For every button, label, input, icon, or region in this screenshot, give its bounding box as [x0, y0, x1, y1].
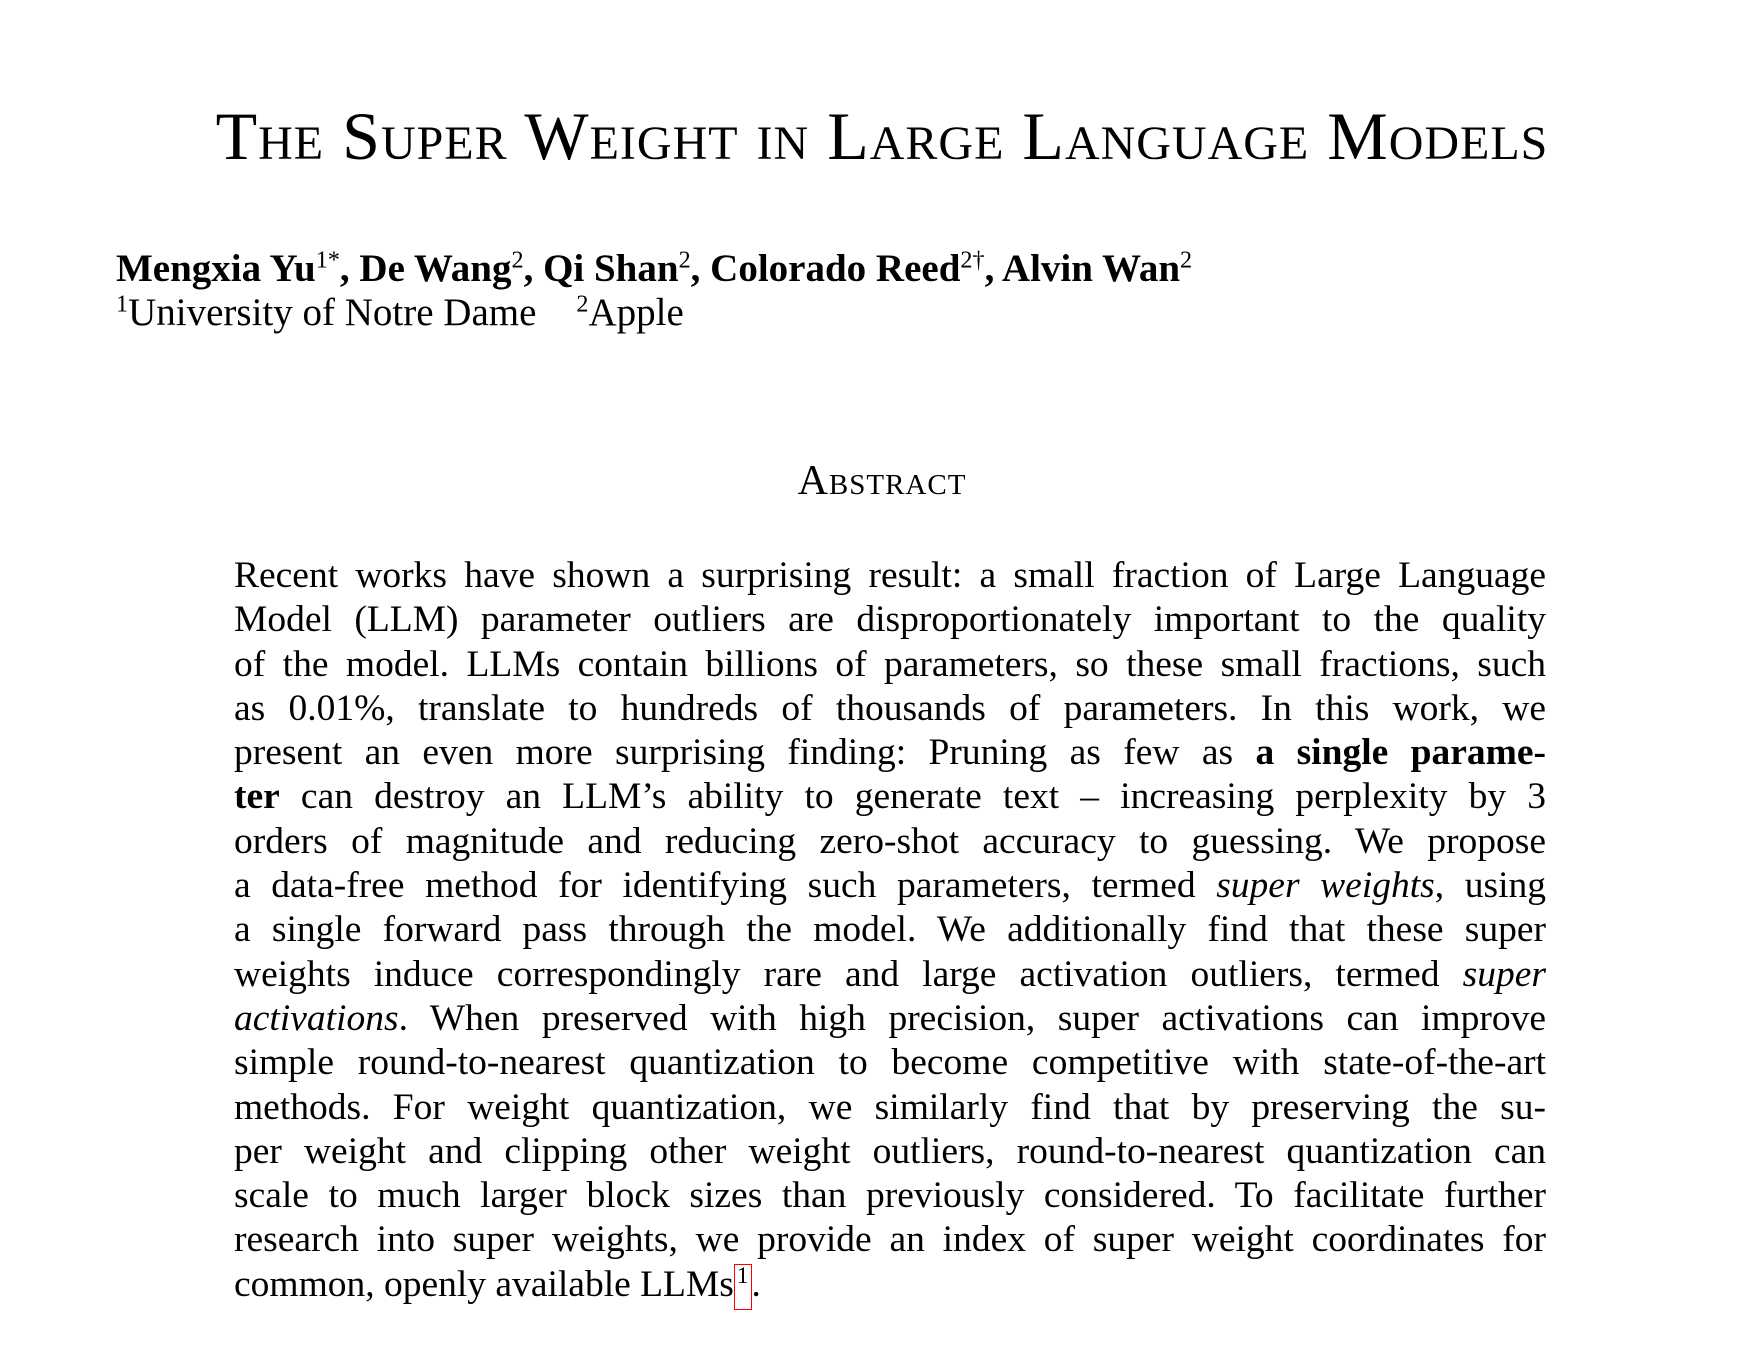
author-name: Mengxia Yu — [116, 247, 316, 290]
abstract-line — [234, 820, 1546, 864]
abstract-text: can destroy an LLM’s ability to generate text – increasing perplexity by 3 — [279, 776, 1546, 818]
abstract-text: present an even more surprising finding: Pruning as few as — [234, 732, 1256, 774]
author-affiliation-mark: 2 — [511, 246, 524, 274]
affiliation-list — [116, 290, 684, 336]
abstract-line — [234, 598, 1546, 642]
abstract-text: a single forward pass through the model. We additionally find that these super — [234, 909, 1546, 951]
paper-title: The Super Weight in Large Language Models — [215, 98, 1549, 174]
author-name: Colorado Reed — [710, 247, 961, 290]
abstract-text: . — [751, 1263, 761, 1305]
abstract-text: of the model. LLMs contain billions of parameters, so these small fractions, such — [234, 643, 1546, 685]
author-name: De Wang — [359, 247, 512, 290]
abstract-line — [234, 731, 1546, 775]
abstract-body — [234, 554, 1546, 1307]
abstract-text: per weight and clipping other weight outliers, round-to-nearest quantization can — [234, 1130, 1546, 1172]
abstract-text: a data-free method for identifying such parameters, termed — [234, 865, 1217, 907]
abstract-text: , using — [1434, 865, 1546, 907]
author-affiliation-mark: 2 — [678, 246, 691, 274]
author-name: Qi Shan — [543, 247, 679, 290]
abstract-text: methods. For weight quantization, we similarly find that by preserving the su- — [234, 1086, 1546, 1128]
abstract-line — [234, 1218, 1546, 1262]
abstract-line — [234, 1041, 1546, 1085]
author-list: Mengxia $Yu^{1*}$, De Wang$^2$, Qi Shan$^2$, Colorado Reed$^{2\dagger}$, Alvin Wan$^2$ — [116, 246, 1193, 290]
abstract-text: scale to much larger block sizes than previously considered. To facilitate further — [234, 1175, 1546, 1217]
abstract-text: common, openly available LLMs — [234, 1263, 734, 1305]
italic-term: activations — [234, 997, 399, 1039]
bold-phrase: a single parame- — [1255, 732, 1546, 774]
abstract-line — [234, 864, 1546, 908]
abstract-line — [234, 997, 1546, 1041]
abstract-text: weights induce correspondingly rare and large activation outliers, termed — [234, 953, 1463, 995]
abstract-line — [234, 1130, 1546, 1174]
abstract-text: orders of magnitude and reducing zero-shot accuracy to guessing. We propose — [234, 820, 1546, 862]
footnote-link[interactable]: 1 — [734, 1264, 752, 1310]
affiliation-name: Apple — [588, 291, 684, 334]
abstract-text: . When preserved with high precision, super activations can improve — [398, 997, 1546, 1039]
abstract-text: simple round-to-nearest quantization to become competitive with state-of-the-art — [234, 1042, 1546, 1084]
author-affiliation-mark: 2† — [960, 246, 985, 274]
italic-term: super weights — [1216, 865, 1435, 907]
author-name: Alvin Wan — [1001, 247, 1181, 290]
affiliation-name: University of Notre Dame — [128, 291, 537, 334]
affiliation-mark: 1 — [116, 290, 129, 318]
abstract-text: Recent works have shown a surprising result: a small fraction of Large Language — [234, 555, 1546, 596]
abstract-line — [234, 1086, 1546, 1130]
italic-term: super — [1462, 953, 1546, 995]
abstract-line — [234, 1174, 1546, 1218]
abstract-text: Model (LLM) parameter outliers are disproportionately important to the quality — [234, 599, 1546, 641]
author-affiliation-mark: 2 — [1180, 246, 1193, 274]
abstract-line — [234, 554, 1546, 598]
bold-phrase: ter — [234, 776, 280, 818]
abstract-line — [234, 1263, 1546, 1307]
abstract-text: research into super weights, we provide an index of super weight coordinates for — [234, 1219, 1546, 1261]
abstract-line — [234, 953, 1546, 997]
abstract-line — [234, 908, 1546, 952]
abstract-line — [234, 643, 1546, 687]
affiliation-mark: 2 — [576, 290, 589, 318]
abstract-line — [234, 775, 1546, 819]
abstract-text: as 0.01%, translate to hundreds of thousands of parameters. In this work, we — [234, 687, 1546, 729]
author-affiliation-mark: 1* — [315, 246, 340, 274]
abstract-line — [234, 687, 1546, 731]
abstract-heading: Abstract — [797, 458, 967, 504]
